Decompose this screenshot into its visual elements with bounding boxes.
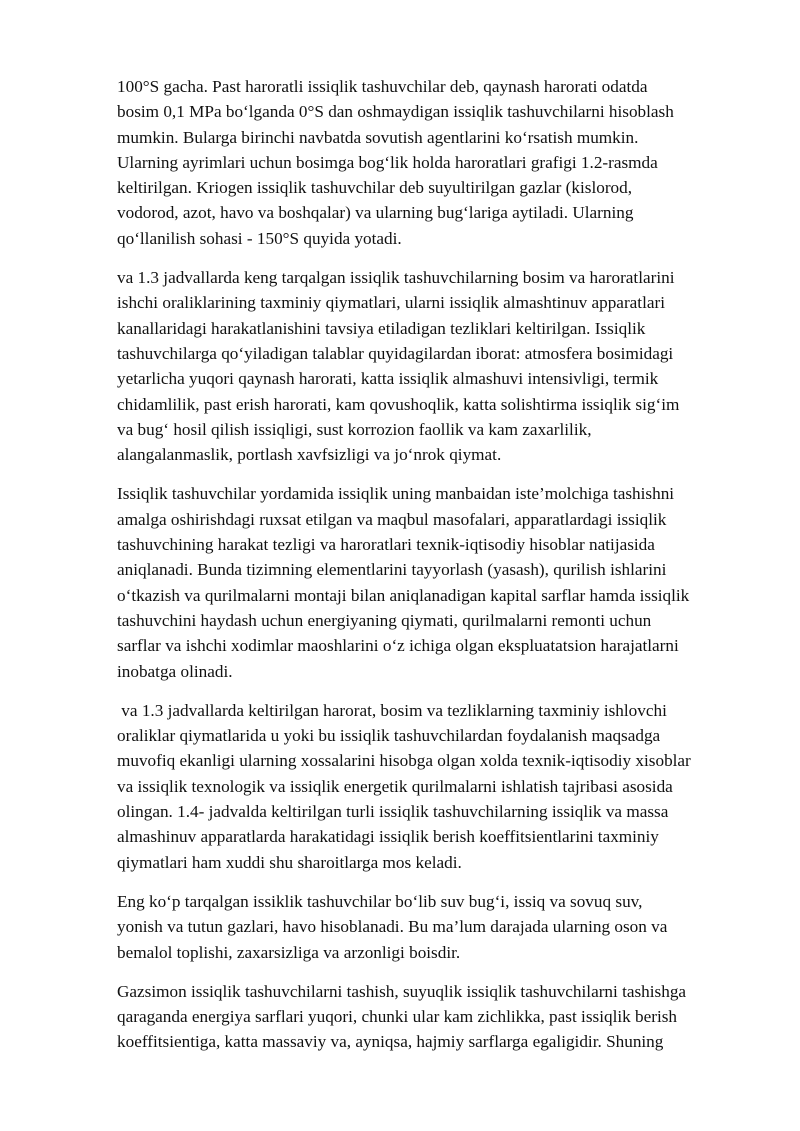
text-line: almashinuv apparatlarda harakatidagi issiqlik berish koeffitsientlarini taxminiy (117, 827, 659, 847)
text-line: va 1.3 jadvallarda keltirilgan harorat, bosim va tezliklarning taxminiy ishlovchi (117, 700, 667, 720)
text-line: amalga oshirishdagi ruxsat etilgan va maqbul masofalari, apparatlardagi issiqlik (117, 509, 667, 529)
paragraph-2 (117, 265, 743, 467)
text-line: Issiqlik tashuvchilar yordamida issiqlik uning manbaidan iste’molchiga tashishni (117, 484, 675, 504)
text-line: 100°S gacha. Past haroratli issiqlik tashuvchilar deb, qaynash harorati odatda (117, 77, 648, 96)
text-line: tashuvchining harakat tezligi va haroratlari texnik-iqtisodiy hisoblar natijasida (117, 535, 655, 555)
paragraph-6 (117, 979, 743, 1055)
text-line: vodorod, azot, havo va boshqalar) va ularning bug‘lariga aytiladi. Ularning (117, 203, 634, 223)
text-line: yetarlicha yuqori qaynash harorati, katta issiqlik almashuvi intensivligi, termik (117, 369, 659, 389)
text-line: va bug‘ hosil qilish issiqligi, sust korrozion faollik va kam zaxarlilik, (117, 419, 592, 439)
text-line: mumkin. Bularga birinchi navbatda sovutish agentlarini ko‘rsatish mumkin. (117, 127, 639, 147)
paragraph-4 (117, 698, 743, 875)
text-line: qiymatlari ham xuddi shu sharoitlarga mos keladi. (117, 852, 462, 872)
text-line: Ularning ayrimlari uchun bosimga bog‘lik holda haroratlari grafigi 1.2-rasmda (117, 152, 658, 172)
paragraph-5 (117, 889, 743, 965)
text-line: alangalanmaslik, portlash xavfsizligi va jo‘nrok qiymat. (117, 445, 502, 465)
text-line: qaraganda energiya sarflari yuqori, chunki ular kam zichlikka, past issiqlik berish (117, 1007, 678, 1027)
text-line: qo‘llanilish sohasi - 150°S quyida yotadi. (117, 228, 402, 248)
text-line: oraliklar qiymatlarida u yoki bu issiqlik tashuvchilardan foydalanish maqsadga (117, 726, 661, 746)
text-line: olingan. 1.4- jadvalda keltirilgan turli issiqlik tashuvchilarning issiqlik va massa (117, 802, 669, 822)
text-line: kanallaridagi harakatlanishini tavsiya etiladigan tezliklari keltirilgan. Issiqlik (117, 318, 646, 338)
text-line: chidamlilik, past erish harorati, kam qovushoqlik, katta solishtirma issiqlik sig‘im (117, 394, 680, 414)
text-line: o‘tkazish va qurilmalarni montaji bilan aniqlanadigan kapital sarflar hamda issiqlik (117, 585, 690, 605)
paragraph-1 (117, 74, 743, 251)
text-line: va 1.3 jadvallarda keng tarqalgan issiqlik tashuvchilarning bosim va haroratlarini (117, 268, 675, 288)
text-line: keltirilgan. Kriogen issiqlik tashuvchilar deb suyultirilgan gazlar (kislorod, (117, 178, 633, 198)
text-line: inobatga olinadi. (117, 661, 233, 681)
text-line: aniqlanadi. Bunda tizimning elementlarini tayyorlash (yasash), qurilish ishlarini (117, 560, 667, 580)
text-line: bosim 0,1 MPa bo‘lganda 0°S dan oshmaydigan issiqlik tashuvchilarni hisoblash (117, 102, 674, 122)
document-page (117, 74, 743, 1069)
text-line: Eng ko‘p tarqalgan issiklik tashuvchilar bo‘lib suv bug‘i, issiq va sovuq suv, (117, 891, 643, 911)
text-line: ishchi oraliklarining taxminiy qiymatlari, ularni issiqlik almashtinuv apparatlari (117, 293, 665, 313)
text-line: bemalol toplishi, zaxarsizliga va arzonligi boisdir. (117, 942, 461, 962)
text-line: va issiqlik texnologik va issiqlik energetik qurilmalarni ishlatish tajribasi asosida (117, 776, 673, 796)
text-line: Gazsimon issiqlik tashuvchilarni tashish, suyuqlik issiqlik tashuvchilarni tashishga (117, 981, 687, 1001)
text-line: tashuvchini haydash uchun energiyaning qiymati, qurilmalarni remonti uchun (117, 610, 652, 630)
text-line: yonish va tutun gazlari, havo hisoblanadi. Bu ma’lum darajada ularning oson va (117, 917, 668, 937)
text-line: koeffitsientiga, katta massaviy va, ayniqsa, hajmiy sarflarga egaligidir. Shuning (117, 1032, 664, 1052)
text-line: tashuvchilarga qo‘yiladigan talablar quyidagilardan iborat: atmosfera bosimidagi (117, 343, 674, 363)
text-line: sarflar va ishchi xodimlar maoshlarini o‘z ichiga olgan ekspluatatsion harajatlarni (117, 636, 679, 656)
paragraph-3 (117, 481, 743, 683)
text-line: muvofiq ekanligi ularning xossalarini hisobga olgan xolda texnik-iqtisodiy xisoblar (117, 751, 691, 771)
